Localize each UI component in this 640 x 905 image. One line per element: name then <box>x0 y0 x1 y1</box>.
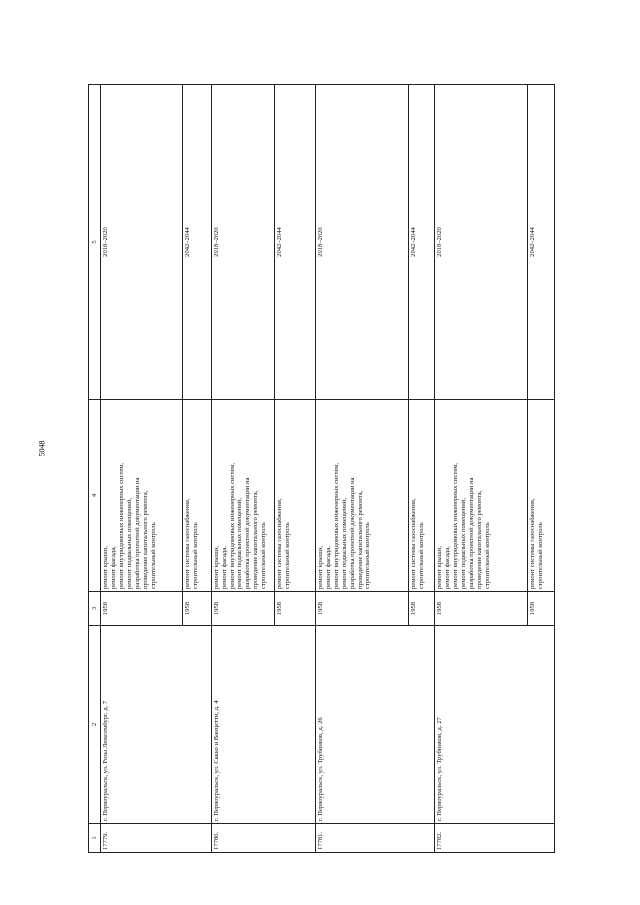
column-header: 5 <box>89 85 101 400</box>
work-item: строительный контроль <box>417 522 425 589</box>
work-item: ремонт подвальных помещений, <box>125 498 133 589</box>
table-row <box>211 85 274 853</box>
repair-period: 2042–2044 <box>408 85 435 400</box>
work-item: ремонт фасада, <box>220 546 228 589</box>
work-item: разработка проектной документации на <box>133 477 141 589</box>
row-number: 17780. <box>211 824 315 853</box>
rotated-table-frame <box>88 85 555 853</box>
work-item: ремонт системы газоснабжения, <box>409 498 417 589</box>
building-address: г. Первоуральск, ул. Сакко и Ванцетти, д. 4 <box>211 626 315 824</box>
work-item: строительный контроль <box>149 522 157 589</box>
build-year: 1958 <box>435 592 528 626</box>
table-row <box>316 85 409 853</box>
build-year: 1958 <box>182 592 211 626</box>
build-year: 1958 <box>316 592 409 626</box>
work-item: ремонт системы газоснабжения, <box>529 498 537 589</box>
table-row <box>101 85 183 853</box>
work-item: разработка проектной документации на <box>468 477 476 589</box>
page-number: 5048 <box>37 440 47 457</box>
work-item: проведение капитального ремонта, <box>356 490 364 589</box>
work-item: строительный контроль <box>364 522 372 589</box>
repair-works <box>435 400 528 592</box>
building-address: г. Первоуральск, ул. Трубников, д. 27 <box>435 626 555 824</box>
work-item: ремонт крыши, <box>317 546 325 589</box>
register-table <box>88 84 555 853</box>
table-header-row <box>89 85 101 853</box>
building-address: г. Первоуральск, ул. Трубников, д. 26 <box>316 626 435 824</box>
repair-works <box>316 400 409 592</box>
register-table-wrapper <box>88 85 555 853</box>
repair-period: 2018–2020 <box>316 85 409 400</box>
repair-period: 2042–2044 <box>182 85 211 400</box>
build-year: 1958 <box>211 592 274 626</box>
repair-period: 2042–2044 <box>275 85 316 400</box>
build-year: 1958 <box>101 592 183 626</box>
column-header: 4 <box>89 400 101 592</box>
work-item: ремонт подвальных помещений, <box>236 498 244 589</box>
work-item: ремонт фасада, <box>444 546 452 589</box>
work-item: строительный контроль <box>260 522 268 589</box>
repair-works <box>275 400 316 592</box>
work-item: ремонт внутридомовых инженерных систем, <box>452 462 460 589</box>
work-item: строительный контроль <box>284 522 292 589</box>
repair-works <box>211 400 274 592</box>
work-item: строительный контроль <box>483 522 491 589</box>
repair-works <box>408 400 435 592</box>
repair-period: 2018–2020 <box>101 85 183 400</box>
work-item: ремонт подвальных помещений, <box>460 498 468 589</box>
column-header: 2 <box>89 626 101 824</box>
repair-period: 2042–2044 <box>528 85 555 400</box>
repair-period: 2018–2020 <box>435 85 528 400</box>
work-item: строительный контроль <box>537 522 545 589</box>
work-item: проведение капитального ремонта, <box>252 490 260 589</box>
build-year: 1958 <box>408 592 435 626</box>
work-item: ремонт системы газоснабжения, <box>276 498 284 589</box>
table-row <box>435 85 528 853</box>
work-item: ремонт крыши, <box>436 546 444 589</box>
repair-period: 2018–2020 <box>211 85 274 400</box>
work-item: ремонт внутридомовых инженерных систем, <box>332 462 340 589</box>
work-item: проведение капитального ремонта, <box>476 490 483 589</box>
work-item: разработка проектной документации на <box>244 477 252 589</box>
build-year: 1958 <box>528 592 555 626</box>
work-item: проведение капитального ремонта, <box>141 490 149 589</box>
work-item: ремонт подвальных помещений, <box>340 498 348 589</box>
row-number: 17782. <box>435 824 555 853</box>
building-address: г. Первоуральск, ул. Розы Люксембург, д. 7 <box>101 626 212 824</box>
work-item: ремонт фасада, <box>324 546 332 589</box>
row-number: 17779. <box>101 824 212 853</box>
column-header: 1 <box>89 824 101 853</box>
work-item: ремонт внутридомовых инженерных систем, <box>117 462 125 589</box>
work-item: ремонт крыши, <box>212 546 220 589</box>
work-item: разработка проектной документации на <box>348 477 356 589</box>
repair-works <box>101 400 183 592</box>
repair-works <box>182 400 211 592</box>
repair-works <box>528 400 555 592</box>
work-item: ремонт крыши, <box>102 546 110 589</box>
work-item: строительный контроль <box>191 522 199 589</box>
work-item: ремонт внутридомовых инженерных систем, <box>228 462 236 589</box>
work-item: ремонт фасада, <box>110 546 118 589</box>
row-number: 17781. <box>316 824 435 853</box>
build-year: 1958 <box>275 592 316 626</box>
column-header: 3 <box>89 592 101 626</box>
work-item: ремонт системы газоснабжения, <box>183 498 191 589</box>
